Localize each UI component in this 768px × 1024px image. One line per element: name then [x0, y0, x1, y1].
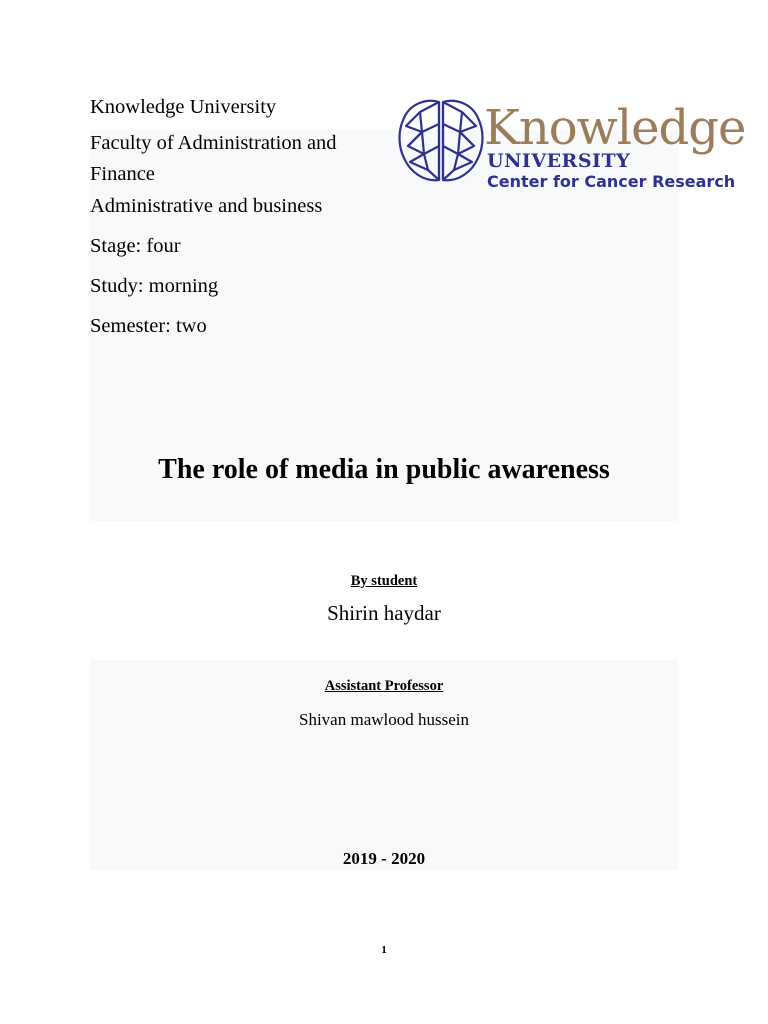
professor-name: Shivan mawlood hussein [299, 710, 469, 729]
brain-network-icon [396, 96, 486, 188]
student-name: Shirin haydar [327, 601, 441, 625]
university-logo [396, 96, 744, 192]
department: Administrative and business [90, 195, 323, 217]
professor-label: Assistant Professor [324, 678, 444, 694]
logo-wordmark: Knowledge [484, 100, 746, 156]
faculty-line-2: Finance [90, 163, 155, 185]
stage: Stage: four [90, 235, 181, 257]
university-name: Knowledge University [90, 96, 277, 118]
student-label: By student [350, 573, 418, 589]
logo-university: UNIVERSITY [487, 150, 631, 172]
academic-year: 2019 - 2020 [342, 849, 426, 868]
document-title: The role of media in public awareness [158, 454, 610, 485]
semester: Semester: two [90, 315, 207, 337]
page-number: 1 [381, 944, 387, 956]
logo-center: Center for Cancer Research [487, 172, 736, 191]
faculty-line-1: Faculty of Administration and [90, 132, 337, 154]
study: Study: morning [90, 275, 219, 297]
